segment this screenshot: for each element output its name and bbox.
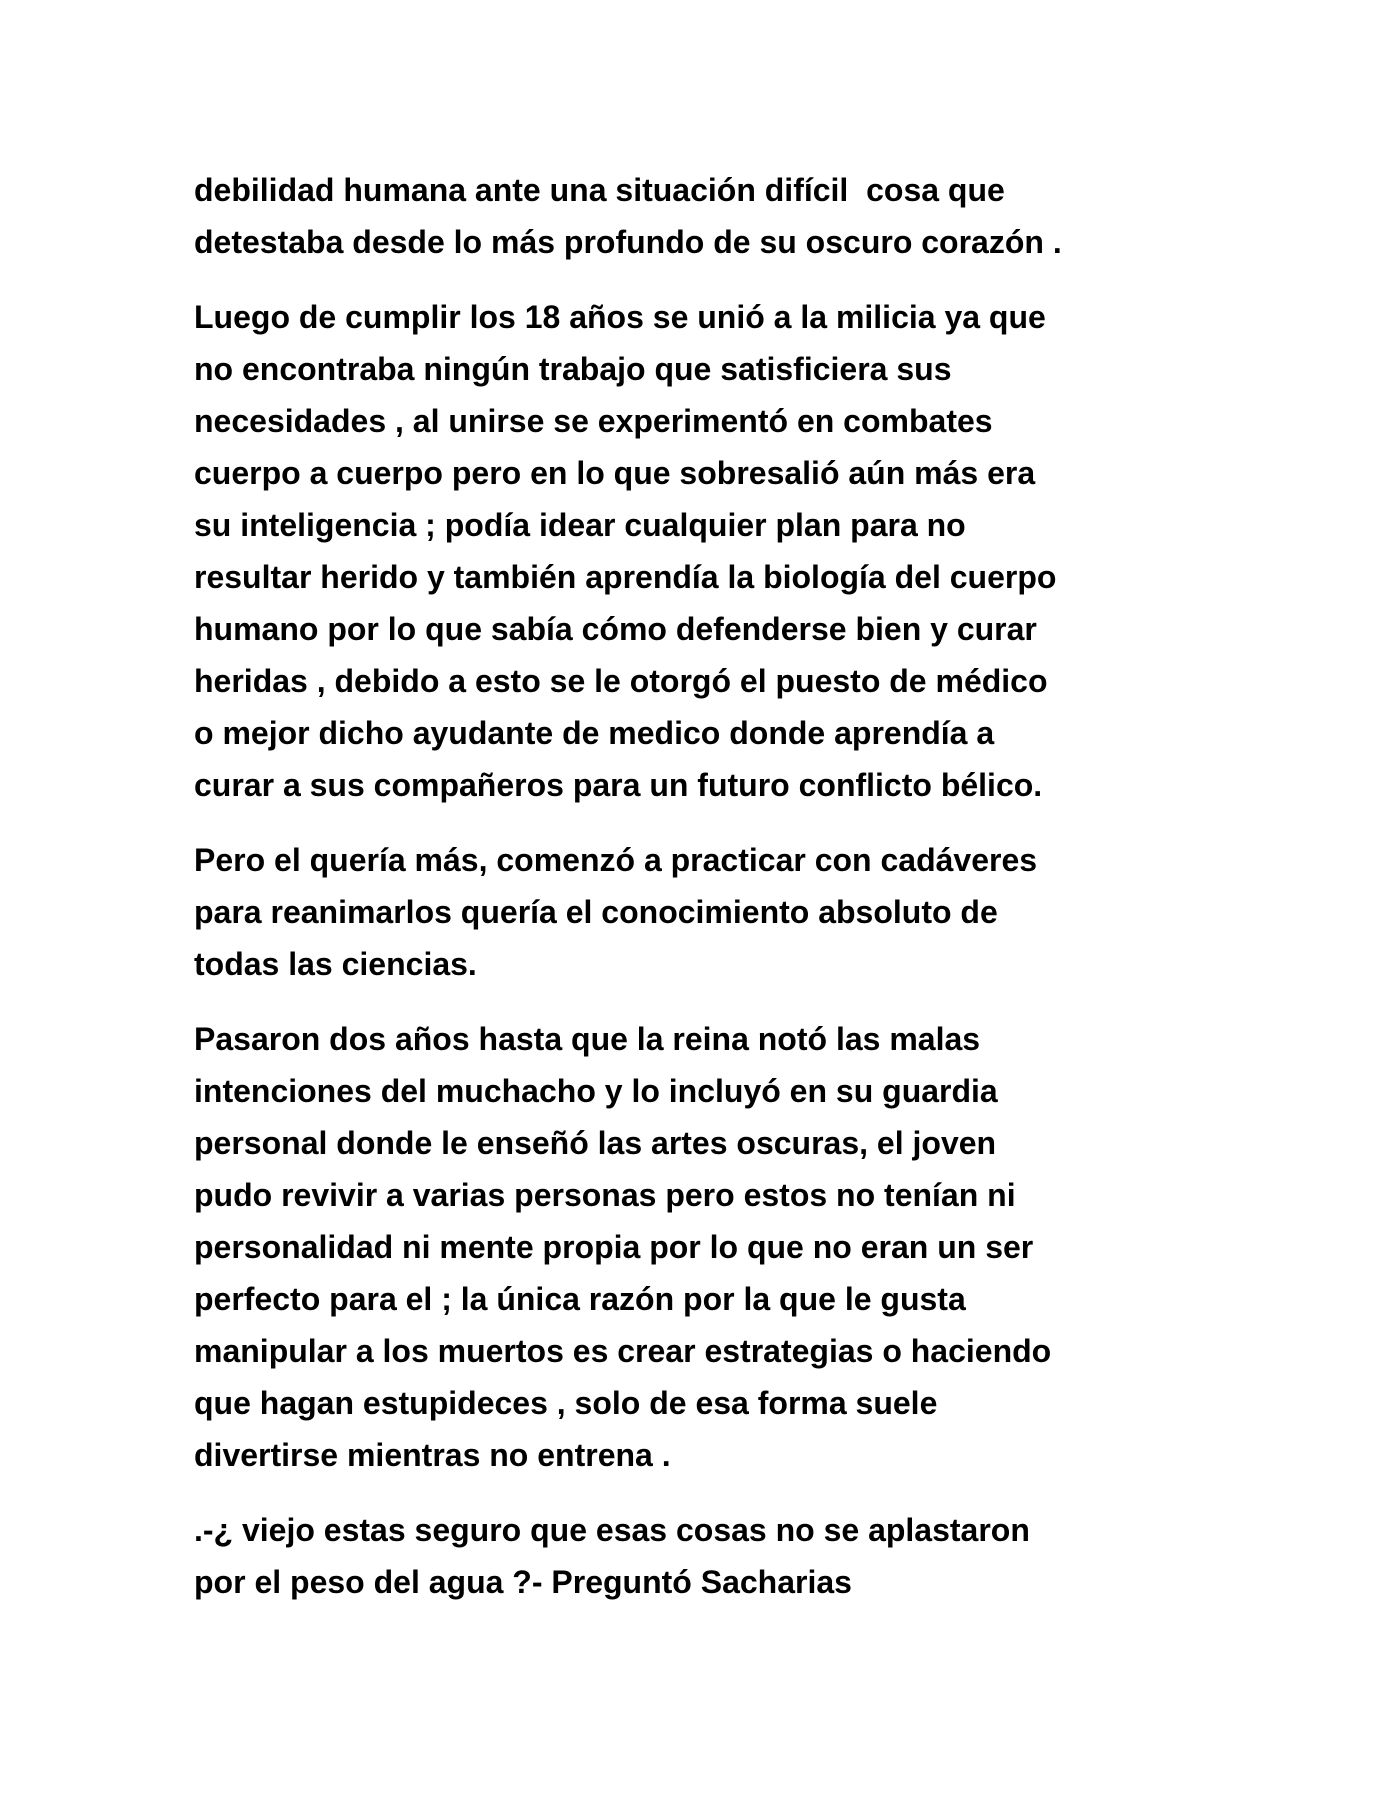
text-line: perfecto para el ; la única razón por la que le gusta xyxy=(194,1281,966,1317)
text-line: no encontraba ningún trabajo que satisficiera sus xyxy=(194,351,952,387)
text-line: curar a sus compañeros para un futuro conflicto bélico. xyxy=(194,767,1043,803)
text-line: heridas , debido a esto se le otorgó el puesto de médico xyxy=(194,663,1048,699)
text-line: cuerpo a cuerpo pero en lo que sobresalió aún más era xyxy=(194,455,1036,491)
text-line: debilidad humana ante una situación difícil cosa que xyxy=(194,172,1005,208)
text-line: resultar herido y también aprendía la biología del cuerpo xyxy=(194,559,1057,595)
text-line: personalidad ni mente propia por lo que no eran un ser xyxy=(194,1229,1034,1265)
text-line: pudo revivir a varias personas pero estos no tenían ni xyxy=(194,1177,1016,1213)
text-line: todas las ciencias. xyxy=(194,946,477,982)
body-text xyxy=(194,164,1204,1631)
paragraph-5 xyxy=(194,1504,1204,1608)
text-line: .-¿ viejo estas seguro que esas cosas no se aplastaron xyxy=(194,1512,1030,1548)
text-line: personal donde le enseñó las artes oscuras, el joven xyxy=(194,1125,997,1161)
text-line: para reanimarlos quería el conocimiento absoluto de xyxy=(194,894,998,930)
text-line: detestaba desde lo más profundo de su oscuro corazón . xyxy=(194,224,1062,260)
text-line: Pero el quería más, comenzó a practicar con cadáveres xyxy=(194,842,1038,878)
paragraph-4 xyxy=(194,1013,1204,1481)
paragraph-2 xyxy=(194,291,1204,811)
text-line: manipular a los muertos es crear estrategias o haciendo xyxy=(194,1333,1052,1369)
text-line: divertirse mientras no entrena . xyxy=(194,1437,671,1473)
paragraph-1 xyxy=(194,164,1204,268)
paragraph-3 xyxy=(194,834,1204,990)
text-line: intenciones del muchacho y lo incluyó en su guardia xyxy=(194,1073,998,1109)
text-line: por el peso del agua ?- Preguntó Sacharias xyxy=(194,1564,852,1600)
text-line: su inteligencia ; podía idear cualquier plan para no xyxy=(194,507,966,543)
text-line: humano por lo que sabía cómo defenderse bien y curar xyxy=(194,611,1037,647)
text-line: Pasaron dos años hasta que la reina notó las malas xyxy=(194,1021,981,1057)
text-line: necesidades , al unirse se experimentó en combates xyxy=(194,403,993,439)
text-line: que hagan estupideces , solo de esa forma suele xyxy=(194,1385,938,1421)
text-line: o mejor dicho ayudante de medico donde aprendía a xyxy=(194,715,995,751)
text-line: Luego de cumplir los 18 años se unió a la milicia ya que xyxy=(194,299,1046,335)
